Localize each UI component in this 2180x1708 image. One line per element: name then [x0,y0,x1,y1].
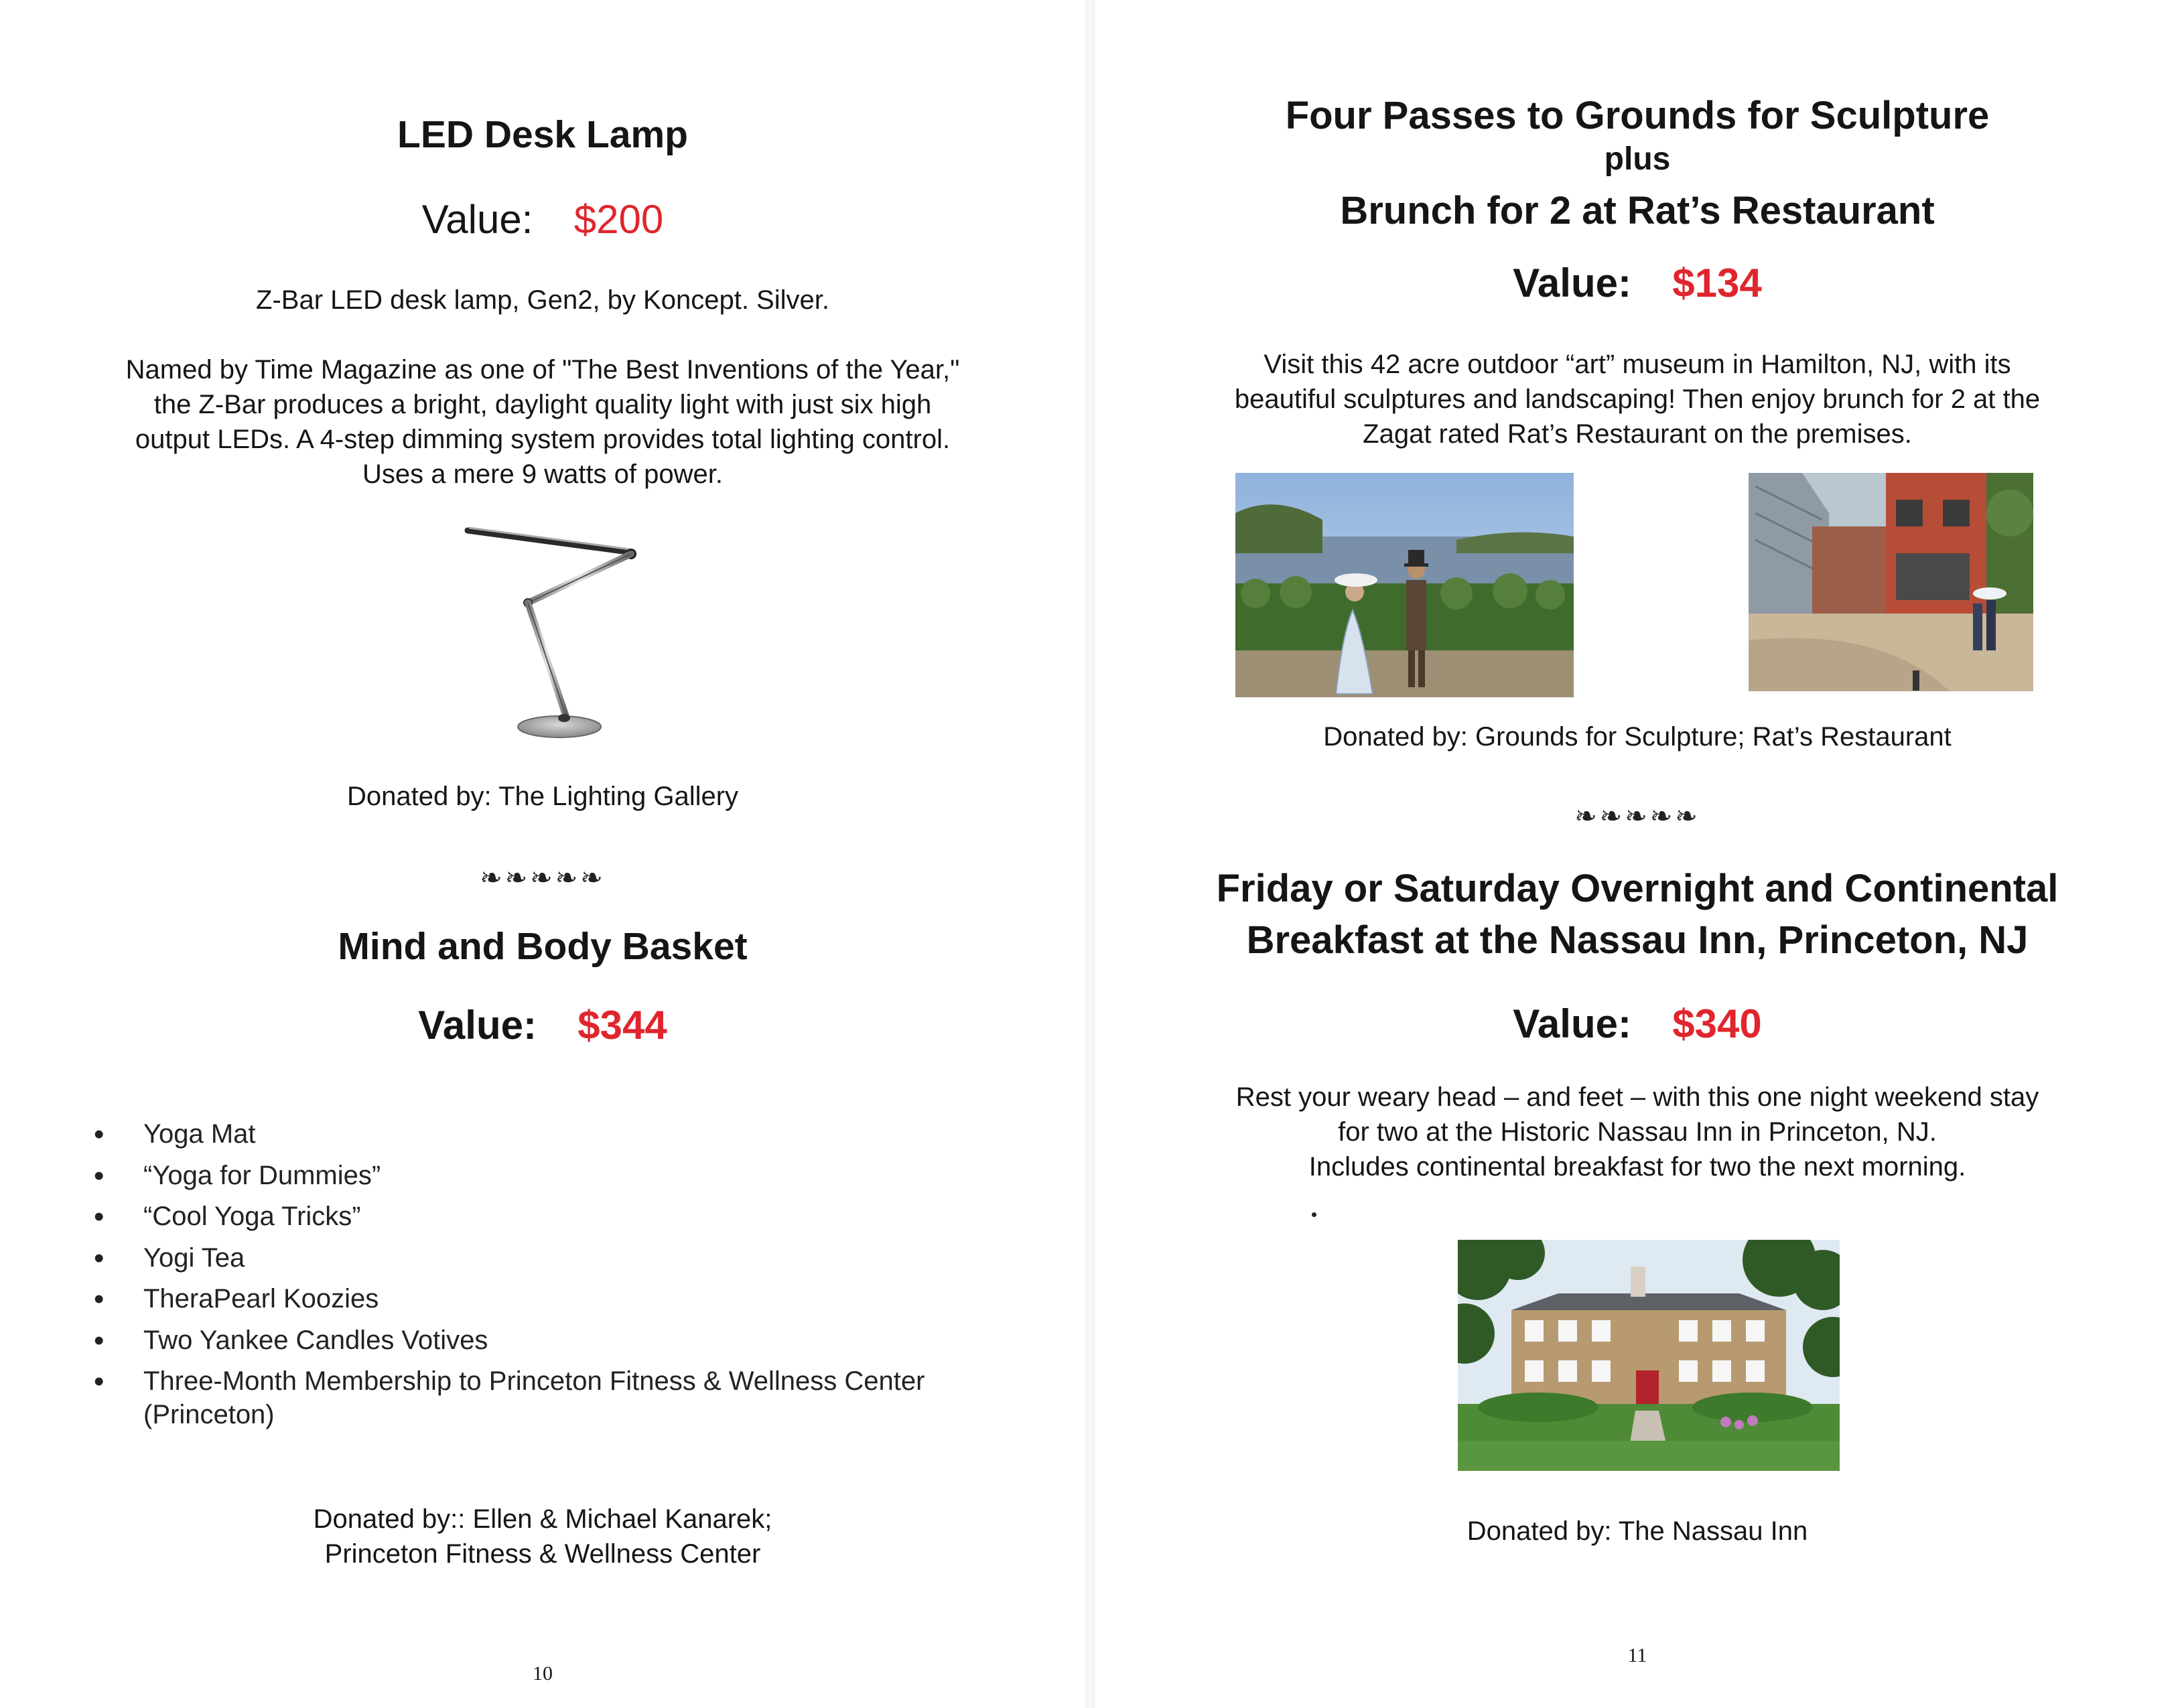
item-value-row [0,1002,1085,1048]
description-line: Rest your weary head – and feet – with this one night weekend stay [1235,1082,2039,1112]
list-item: • Three-Month Membership to Princeton Fitness & Wellness Center [94,1361,925,1403]
nassau-inn-photo [1458,1240,1840,1471]
item-description [1095,347,2180,451]
ornament-divider: ❧❧❧❧❧ [1574,802,1700,831]
item-title: Brunch for 2 at Rat’s Restaurant [1340,189,1935,232]
list-item: • Yoga Mat [94,1114,925,1155]
item-title: LED Desk Lamp [397,113,688,156]
list-item: • Two Yankee Candles Votives [94,1320,925,1362]
item-subtitle: Z-Bar LED desk lamp, Gen2, by Koncept. Silver. [256,285,829,315]
item-title-plus: plus [1604,141,1671,177]
description-line: Zagat rated Rat’s Restaurant on the premises. [1363,419,1912,449]
description-line: Uses a mere 9 watts of power. [362,459,723,489]
description-line: the Z-Bar produces a bright, daylight quality light with just six high [153,390,932,419]
description-line: beautiful sculptures and landscaping! Then enjoy brunch for 2 at the [1234,384,2041,414]
value-price: $200 [573,197,664,242]
basket-item-list [94,1114,925,1403]
list-item: • “Yoga for Dummies” [94,1155,925,1197]
item-title: Four Passes to Grounds for Sculpture [1285,94,1990,137]
book-gutter [1085,0,1095,1708]
description-line: Includes continental breakfast for two the next morning. [1308,1152,1966,1182]
description-line: Visit this 42 acre outdoor “art” museum in Hamilton, NJ, with its [1264,350,2011,379]
list-item: • “Cool Yoga Tricks” [94,1196,925,1238]
item-title-line: Breakfast at the Nassau Inn, Princeton, NJ [1246,918,2029,962]
left-page [0,0,1085,1708]
value-label: Value: [1513,261,1631,305]
item-value-row [0,196,1085,242]
value-label: Value: [1513,1001,1631,1046]
donated-by: Donated by: The Lighting Gallery [346,782,739,811]
item-description [0,352,1085,492]
value-price: $344 [577,1003,667,1048]
donated-by: Donated by: The Nassau Inn [1467,1516,1808,1546]
list-item: • Yogi Tea [94,1238,925,1279]
sculpture-park-photo [1235,473,1574,697]
item-description [1095,1080,2180,1184]
page-number: 11 [1627,1644,1647,1666]
value-price: $134 [1672,261,1762,305]
ornament-divider: ❧❧❧❧❧ [480,863,606,893]
description-line: Named by Time Magazine as one of "The Best Inventions of the Year," [125,355,960,384]
list-item-continuation: (Princeton) [143,1400,275,1429]
donated-by-line: Donated by:: Ellen & Michael Kanarek; [313,1504,772,1534]
value-label: Value: [421,197,533,242]
item-value-row [1095,1001,2180,1047]
donated-by: Donated by: Grounds for Sculpture; Rat’s Restaurant [1323,722,1952,752]
value-label: Value: [418,1003,537,1048]
rats-restaurant-photo [1749,473,2033,691]
value-price: $340 [1672,1001,1762,1046]
item-title-line: Friday or Saturday Overnight and Continental [1216,867,2059,910]
description-line: for two at the Historic Nassau Inn in Princeton, NJ. [1338,1117,1937,1147]
right-page [1095,0,2180,1708]
list-item: • TheraPearl Koozies [94,1279,925,1320]
item-title [1095,863,2180,966]
item-title: Mind and Body Basket [338,925,748,968]
donated-by-line: Princeton Fitness & Wellness Center [324,1539,761,1569]
description-line: output LEDs. A 4-step dimming system provides total lighting control. [135,425,951,454]
desk-lamp-image [462,516,650,743]
stray-bullet-mark [1312,1212,1316,1217]
page-number: 10 [533,1662,553,1685]
donated-by [0,1502,1085,1571]
item-value-row [1095,260,2180,306]
